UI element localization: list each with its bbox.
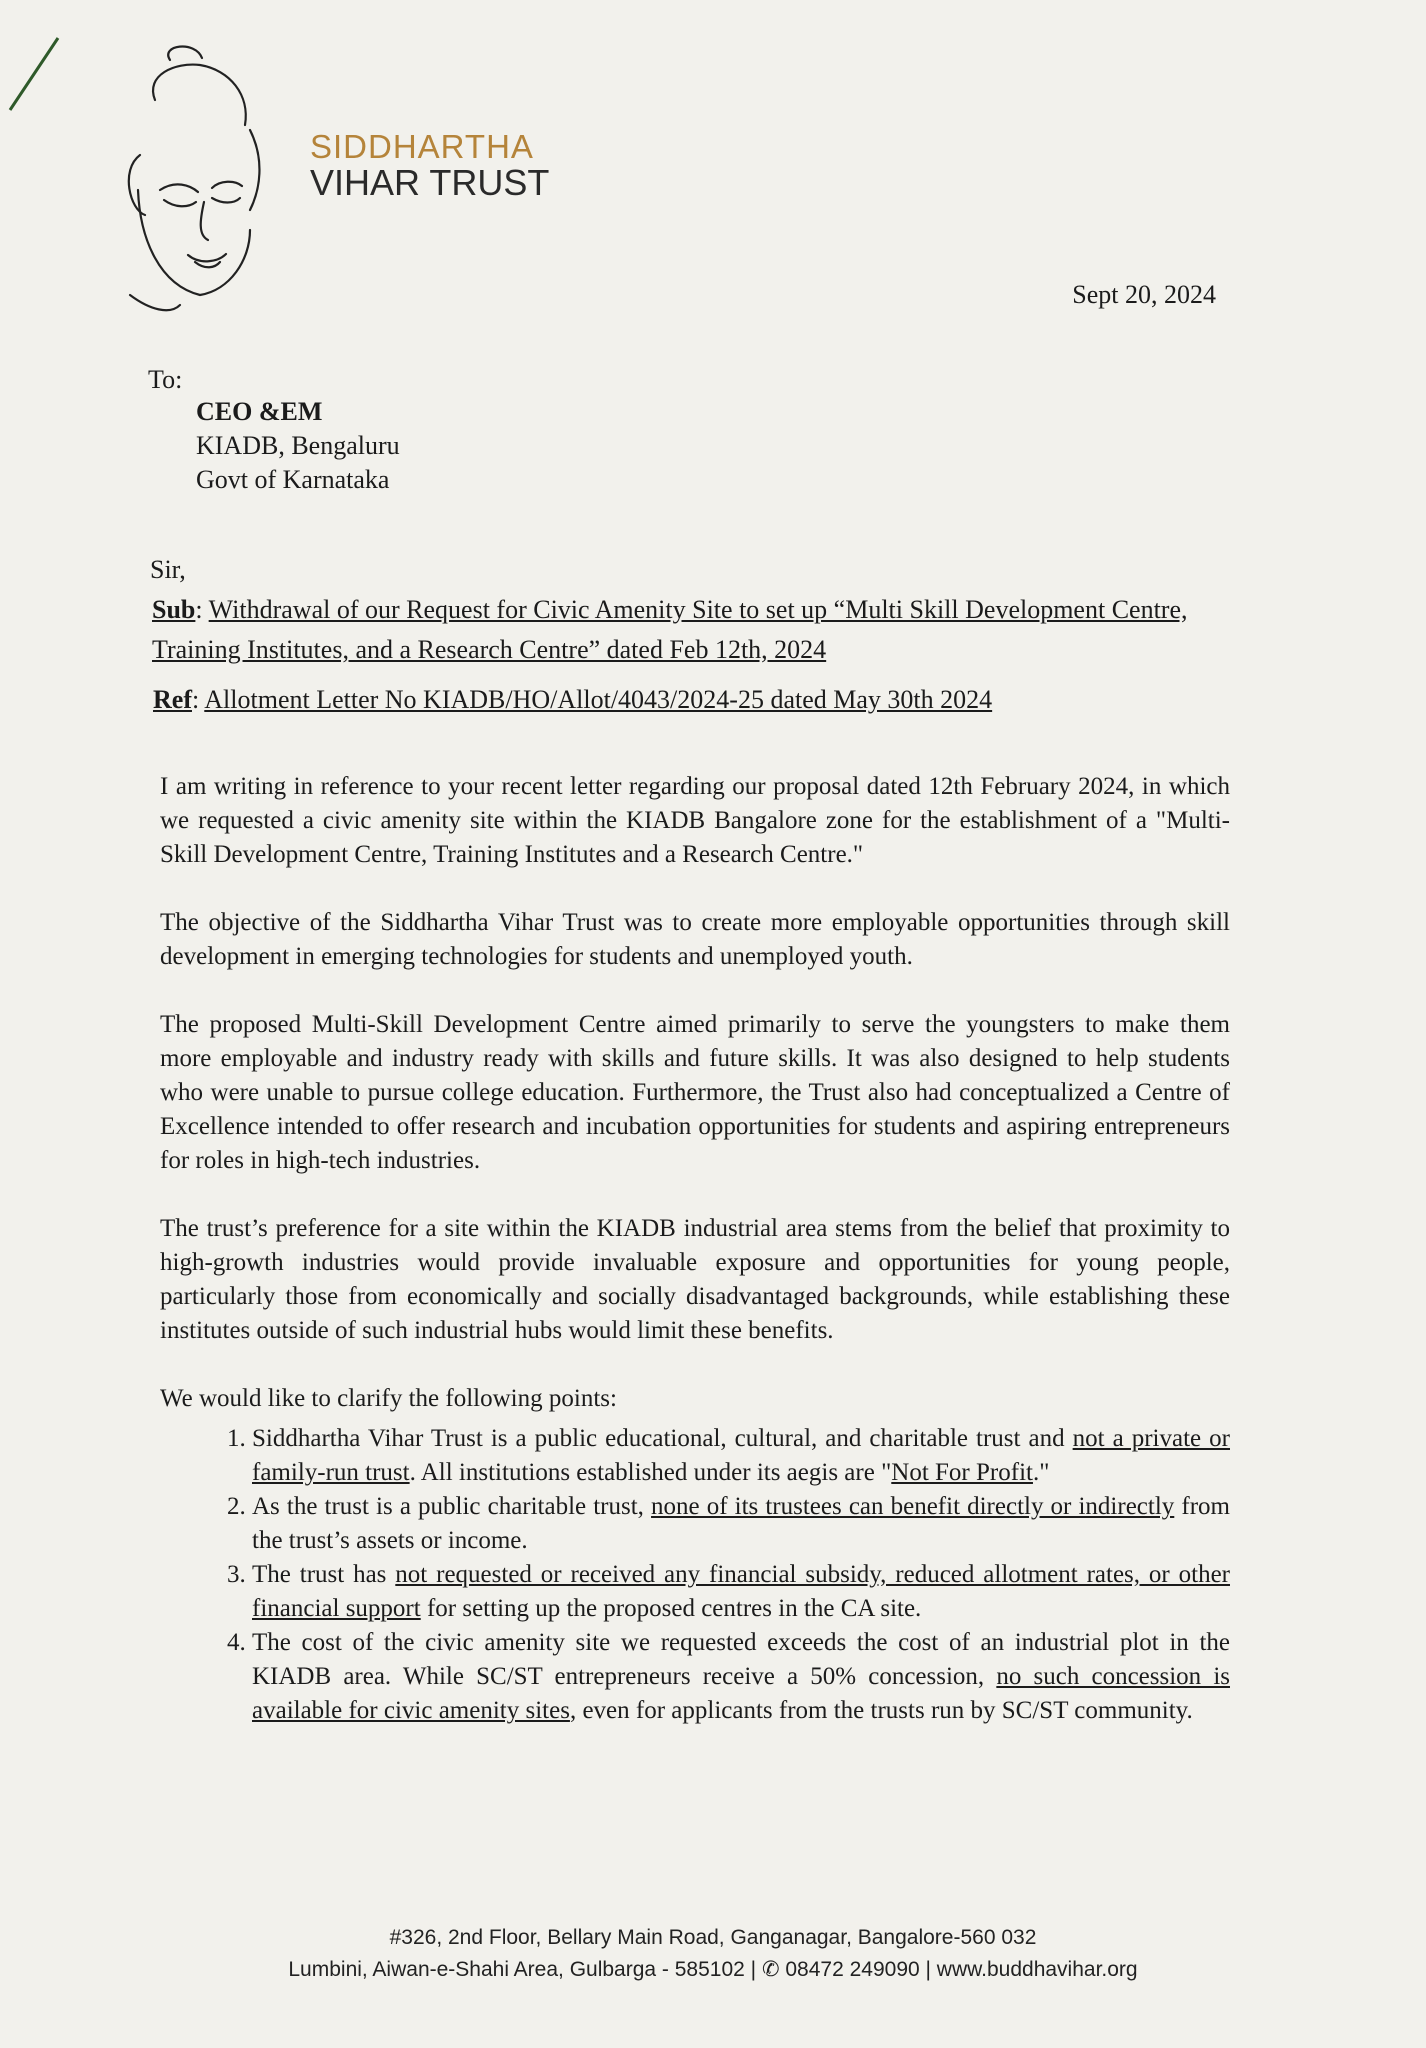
list-item (252, 1422, 1230, 1490)
paragraph: The trust’s preference for a site within the KIADB industrial area stems from the belief that proximity to high-growth industries would provide invaluable exposure and opportunities for young people, particularly those from economically and socially disadvantaged backgrounds, while establishing these institutes outside of such industrial hubs would limit these benefits. (160, 1215, 1230, 1344)
org-name-line1: SIDDHARTHA (310, 128, 534, 165)
reference-text: Allotment Letter No KIADB/HO/Allot/4043/2024-25 dated May 30th 2024 (204, 685, 993, 714)
point-text: Siddhartha Vihar Trust is a public educational, cultural, and charitable trust and (252, 1425, 1073, 1452)
subject-label: Sub (152, 595, 196, 624)
point-text: The cost of the civic amenity site we requested exceeds the cost of an industrial plot in the KIADB area. While SC/ST entrepreneurs receive a 50% concession, (252, 1629, 1230, 1690)
salutation: Sir, (150, 555, 186, 584)
paragraph: I am writing in reference to your recent letter regarding our proposal dated 12th February 2024, in which we requested a civic amenity site within the KIADB Bangalore zone for the establishment of a "Multi-Skill Development Centre, Training Institutes and a Research Centre." (160, 773, 1230, 868)
paragraph: The objective of the Siddhartha Vihar Trust was to create more employable opportunities through skill development in emerging technologies for students and unemployed youth. (160, 909, 1230, 970)
point-text: from the trust’s assets or income. (252, 1493, 1230, 1554)
recipient-title: CEO &EM (196, 397, 323, 426)
list-item (252, 1558, 1230, 1626)
footer-line2: Lumbini, Aiwan-e-Shahi Area, Gulbarga - 585102 | ✆ 08472 249090 | www.buddhavihar.org (288, 1958, 1138, 1981)
points-list (160, 1422, 1230, 1728)
point-underlined: no such concession is available for civic amenity sites (252, 1663, 1230, 1724)
points-intro: We would like to clarify the following points: (160, 1385, 617, 1412)
point-text: As the trust is a public charitable trust, (252, 1493, 652, 1520)
footer-address (0, 1922, 1426, 1986)
footer-line1: #326, 2nd Floor, Bellary Main Road, Ganganagar, Bangalore-560 032 (389, 1926, 1037, 1949)
list-item (252, 1490, 1230, 1558)
point-text: The trust has (252, 1561, 396, 1588)
recipient-govt: Govt of Karnataka (196, 465, 390, 494)
recipient-org: KIADB, Bengaluru (196, 431, 400, 460)
letter-body (160, 770, 1230, 1728)
buddha-face-logo (100, 40, 280, 320)
paragraph: The proposed Multi-Skill Development Centre aimed primarily to serve the youngsters to make them more employable and industry ready with skills and future skills. It was also designed to help students who were unable to pursue college education. Furthermore, the Trust also had conceptualized a Centre of Excellence intended to offer research and incubation opportunities for students and aspiring entrepreneurs for roles in high-tech industries. (160, 1011, 1230, 1174)
point-text: . All institutions established under its aegis are " (409, 1459, 892, 1486)
subject-line: Sub: Withdrawal of our Request for Civic Amenity Site to set up “Multi Skill Development Centre, Training Institutes, and a Research Centre” dated Feb 12th, 2024 (152, 595, 1188, 664)
org-name-line2: VIHAR TRUST (310, 162, 550, 203)
point-underlined: Not For Profit (891, 1459, 1033, 1486)
letter-date: Sept 20, 2024 (1072, 280, 1216, 309)
point-text: for setting up the proposed centres in the CA site. (420, 1595, 922, 1622)
point-text: , even for applicants from the trusts run by SC/ST community. (569, 1697, 1193, 1724)
to-label: To: (148, 365, 183, 394)
org-wordmark (310, 130, 549, 201)
reference-label: Ref (153, 685, 192, 714)
point-text: ." (1032, 1459, 1050, 1486)
pen-tick-mark (0, 0, 80, 120)
point-underlined: none of its trustees can benefit directly or indirectly (651, 1493, 1175, 1520)
reference-line: Ref: Allotment Letter No KIADB/HO/Allot/4043/2024-25 dated May 30th 2024 (153, 685, 993, 714)
subject-text: Withdrawal of our Request for Civic Amenity Site to set up “Multi Skill Development Centre, Training Institutes, and a Research Centre” dated Feb 12th, 2024 (152, 595, 1188, 664)
recipient-address (196, 395, 400, 497)
list-item (252, 1626, 1230, 1728)
point-underlined: not a private or family-run trust (252, 1425, 1230, 1486)
point-underlined: not requested or received any financial subsidy, reduced allotment rates, or other financial support (252, 1561, 1230, 1622)
